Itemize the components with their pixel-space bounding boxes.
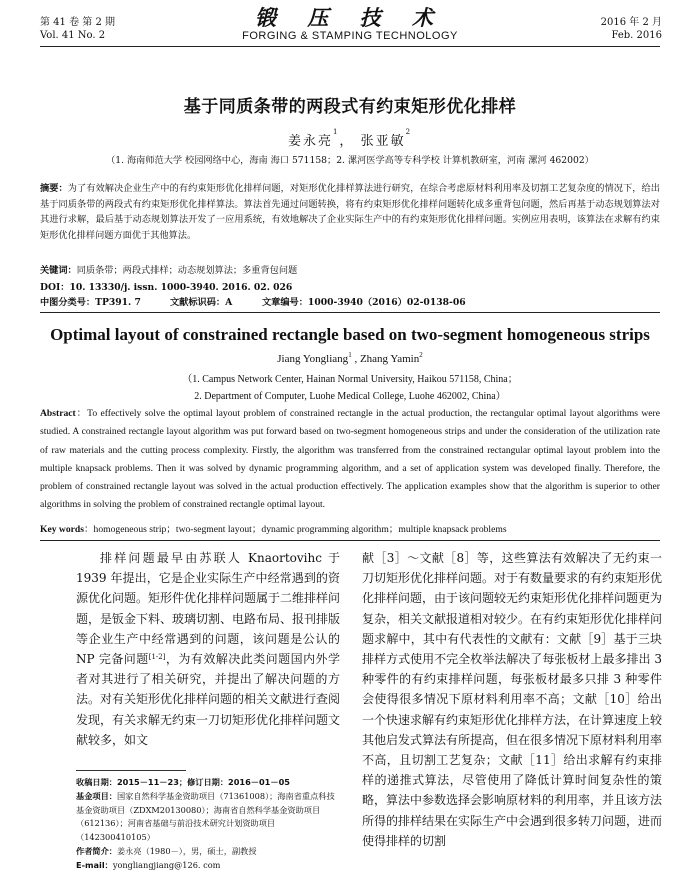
header-rule — [40, 46, 660, 47]
author-2-sup: 2 — [405, 128, 413, 136]
author-1-sup: 1 — [332, 128, 340, 136]
author-en-sep: , — [351, 353, 360, 365]
journal-name-en: FORGING & STAMPING TECHNOLOGY — [242, 30, 458, 42]
authors-en — [40, 353, 660, 365]
body-left-text-cont: ，为有效解决此类问题国内外学者对其进行了相关研究，并提出了解决问题的方法。对有关矩形优化排样问题的相关文献进行查阅发现，有关求解无约束一刀切矩形优化排样问题文献较多，如文 — [76, 652, 341, 747]
affiliation-en-line-2: 2. Department of Computer, Luohe Medical College, Luohe 462002, China） — [194, 391, 506, 402]
title-cn: 基于同质条带的两段式有约束矩形优化排样 — [183, 97, 517, 117]
author-2: 张亚敏 — [360, 134, 406, 149]
author-en-2-sup: 2 — [419, 351, 423, 359]
citation-1-2[interactable]: [1-2] — [148, 653, 166, 662]
section-rule — [40, 312, 660, 313]
title-en: Optimal layout of constrained rectangle based on two-segment homogeneous strips — [50, 325, 650, 344]
volume-cn: 第 41 卷 第 2 期 — [40, 17, 115, 28]
author-sep: ， — [339, 134, 361, 149]
keywords-en — [40, 521, 507, 535]
body-left-column — [76, 548, 340, 750]
keywords-en-text: ：homogeneous strip；two-segment layout；dynamic programming algorithm；multiple knapsack problems — [83, 524, 507, 535]
article-number: 文章编号：1000-3940（2016）02-0138-06 — [262, 297, 466, 308]
keywords-cn-text: 同质条带；两段式排样；动态规划算法；多重背包问题 — [76, 265, 298, 276]
abstract-en — [40, 405, 660, 515]
clc-number: 中图分类号：TP391. 7 — [40, 297, 141, 308]
email-address[interactable]: yongliangjiang@126. com — [112, 859, 221, 870]
email-label: E-mail： — [76, 859, 113, 870]
author-bio-text: 姜永亮（1980－），男，硕士，副教授 — [116, 845, 257, 856]
affiliation-en — [40, 371, 660, 405]
date-cn: 2016 年 2 月 — [600, 17, 662, 28]
footnote-rule — [76, 770, 186, 771]
abstract-cn-text: 为了有效解决企业生产中的有约束矩形优化排样问题，对矩形优化排样算法进行研究，在综合考虑原材料利用率及切割工艺复杂度的情况下，给出基于同质条带的两段式有约束矩形优化排样算法。算法首先通过问题转换，将有约束矩形优化排样问题转化成多重背包问题，然后再基于动态规划算法对其进行求解，最后基于动态规划算法开发了一应用系统，有效地解决了企业实际生产中的有约束矩形优化排样问题。实例应用表明，该算法在求解有约束矩形优化排样问题方面优于其他算法。 — [40, 183, 660, 241]
doi: DOI：10. 13330/j. issn. 1000-3940. 2016. 02. 026 — [40, 282, 293, 293]
abstract-en-text: ：To effectively solve the optimal layout problem of constrained rectangle in the actual production, the rectangular optimal layout algorithms were studied. A constrained rectangle layout algorithm was put forward based on two-segment homogeneous strips and under the consideration of the utilization rate of raw materials and the cutting process complexity. Firstly, the algorithm was transferred from the constrained rectangular optimal layout problem into the multiple knapsack problems. Then it was solved by dynamic programming algorithm, and a set of application system was developed finally. Therefore, the problem of constrained rectangle layout was solved in the actual production effectively. The application examples show that the algorithm is superior to other algorithms in solving the problem of constrained rectangle optimal layout. — [40, 408, 660, 511]
affiliation-en-line-1: （1. Campus Network Center, Hainan Normal University, Haikou 571158, China； — [182, 374, 518, 385]
date-en: Feb. 2016 — [611, 30, 662, 41]
author-1: 姜永亮 — [287, 134, 333, 149]
author-en-1: Jiang Yongliang — [277, 353, 349, 365]
fund-label: 基金项目： — [76, 790, 117, 801]
author-en-2: Zhang Yamin — [359, 353, 420, 365]
author-en-1-sup: 1 — [348, 351, 352, 359]
abstract-cn-label: 摘要： — [40, 183, 68, 194]
document-code: 文献标识码：A — [170, 297, 233, 308]
author-bio-label: 作者简介： — [76, 845, 117, 856]
header-volume — [40, 16, 115, 42]
email — [76, 859, 340, 873]
keywords-cn-label: 关键词： — [40, 265, 77, 276]
footnote — [76, 776, 340, 873]
journal-logo: 锻 压 技 术 — [255, 5, 445, 30]
body-rule — [40, 540, 660, 541]
authors-cn — [40, 130, 660, 149]
keywords-cn — [40, 262, 297, 276]
affiliation-cn: （1. 海南师范大学 校园网络中心，海南 海口 571158；2. 漯河医学高等专科学校 计算机教研室，河南 漯河 462002） — [106, 155, 594, 166]
body-left-text: 排样问题最早由苏联人 Knaortovihc 于 1939 年提出，它是企业实际生产中经常遇到的资源优化问题。矩形件优化排样问题属于二维排样问题，是钣金下料、玻璃切割、电路布局、报刊排版等企业生产中经常遇到的问题，该问题是公认的 NP 完备问题 — [76, 551, 341, 667]
fund-text: 国家自然科学基金资助项目（71361008）；海南省重点科技基金资助项目（ZDXM20130080）；海南省自然科学基金资助项目（612136）；河南省基础与前沿技术研究计划资助项目（142300410105） — [76, 790, 335, 843]
header-journal — [200, 6, 500, 42]
author-bio — [76, 845, 340, 859]
abstract-en-label: Abstract — [40, 408, 76, 419]
header-date — [601, 16, 662, 42]
keywords-en-label: Key words — [40, 524, 84, 535]
body-right-column: 献［3］～文献［8］等，这些算法有效解决了无约束一刀切矩形优化排样问题。对于有数量要求的有约束矩形优化排样问题，由于该问题较无约束矩形优化排样问题更为复杂，相关文献报道相对较少。在有约束矩形优化排样问题求解中，其中有代表性的文献有：文献［9］基于三块排样方式使用不完全枚举法解决了每张板材上最多排出 3 种零件的有约束排样问题，每张板材最多只排 3 种零件会使得很多情况下原材料利用率不高；文献［10］给出一个快速求解有约束矩形优化排样方法，在计算速度上较其他启发式算法有所提高，但在很多情况下原材料利用率不高，且切割工艺复杂；文献［11］给出求解有约束排样的递推式算法，尽管使用了降低计算时间复杂性的策略，算法中参数选择会影响原材料的利用率，并且该方法所得的排样结果在实际生产中会遇到很多转刀问题，进而使得排样的切割 — [362, 551, 663, 848]
classification-row — [40, 294, 660, 308]
received-dates: 收稿日期：2015－11－23；修订日期：2016－01－05 — [76, 777, 290, 787]
abstract-cn — [40, 181, 660, 243]
volume-en: Vol. 41 No. 2 — [40, 30, 106, 41]
